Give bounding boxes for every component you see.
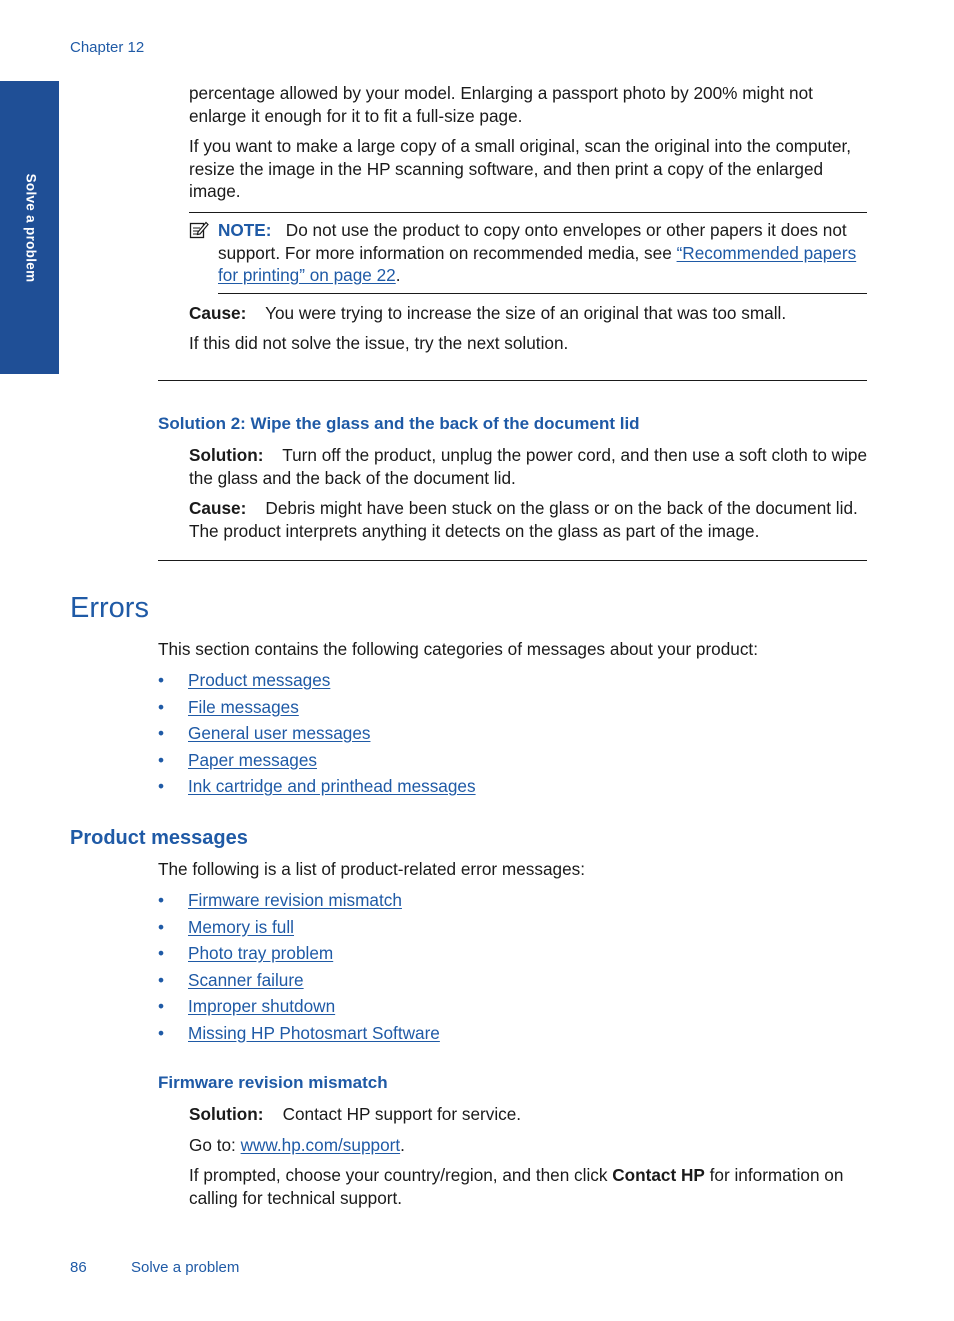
- section-rule-2: [158, 560, 867, 561]
- product-messages-link[interactable]: Product messages: [188, 670, 331, 690]
- list-item: [158, 1022, 440, 1049]
- errors-category-list: [158, 669, 476, 802]
- list-item: [158, 889, 440, 916]
- cause-1-text: You were trying to increase the size of an original that was too small.: [265, 303, 787, 323]
- note-text: [218, 219, 867, 287]
- page-number: 86: [70, 1259, 87, 1276]
- bullet: •: [158, 776, 165, 796]
- errors-intro: This section contains the following categories of messages about your product:: [158, 639, 758, 659]
- memory-full-link[interactable]: Memory is full: [188, 916, 295, 937]
- product-messages-list: [158, 889, 440, 1048]
- ink-cartridge-messages-link[interactable]: Ink cartridge and printhead messages: [188, 776, 476, 796]
- firmware-mismatch-link[interactable]: Firmware revision mismatch: [188, 890, 402, 910]
- goto-end: .: [400, 1135, 405, 1155]
- scanner-failure-link[interactable]: Scanner failure: [188, 969, 304, 990]
- note-end: .: [395, 265, 401, 285]
- prompt-post: for information on calling for technical support.: [189, 1165, 844, 1208]
- cause-1-label: Cause:: [189, 303, 247, 323]
- solution-2-label: Solution:: [189, 445, 264, 465]
- firmware-heading: Firmware revision mismatch: [158, 1073, 388, 1092]
- side-tab: [0, 81, 59, 374]
- bullet: •: [158, 749, 165, 770]
- cause-2-text: Debris might have been stuck on the glass or on the back of the document lid. The product interprets anything it detects on the glass as part of the image.: [189, 498, 858, 541]
- list-item: [158, 669, 476, 696]
- firmware-goto: [189, 1134, 867, 1157]
- footer-section: Solve a problem: [131, 1259, 240, 1276]
- cause-2-label: Cause:: [189, 498, 247, 518]
- bullet: •: [158, 670, 165, 690]
- photo-tray-problem-link[interactable]: Photo tray problem: [188, 943, 334, 963]
- bullet: •: [158, 890, 165, 910]
- goto-label: Go to:: [189, 1135, 241, 1155]
- errors-heading: Errors: [70, 592, 149, 624]
- firmware-solution-label: Solution:: [189, 1104, 264, 1124]
- list-item: [158, 916, 440, 943]
- cause-1: [189, 302, 867, 325]
- note-label: NOTE:: [218, 220, 272, 240]
- hp-support-link[interactable]: www.hp.com/support: [240, 1135, 401, 1155]
- product-messages-intro: The following is a list of product-related error messages:: [158, 859, 586, 879]
- bullet: •: [158, 916, 165, 937]
- cause-2: [189, 497, 867, 542]
- list-item: [158, 749, 476, 776]
- general-user-messages-link[interactable]: General user messages: [188, 723, 371, 743]
- improper-shutdown-link[interactable]: Improper shutdown: [188, 996, 336, 1016]
- solution-2-heading: Solution 2: Wipe the glass and the back of the document lid: [158, 414, 640, 433]
- bullet: •: [158, 1022, 165, 1043]
- solution-2-text: [189, 444, 867, 489]
- note-top-rule: [189, 212, 867, 213]
- section-rule-1: [158, 380, 867, 381]
- firmware-solution: [189, 1103, 867, 1126]
- bullet: •: [158, 723, 165, 743]
- note-body: Do not use the product to copy onto envelopes or other papers it does not support. For more information on recommended media, see: [218, 220, 847, 263]
- note-bottom-rule: [218, 293, 867, 294]
- paragraph-large-copy: If you want to make a large copy of a small original, scan the original into the computer, resize the image in the HP scanning software, and then print a copy of the enlarged image.: [189, 136, 852, 201]
- bullet: •: [158, 969, 165, 990]
- chapter-label: Chapter 12: [70, 39, 145, 56]
- recommended-papers-link[interactable]: “Recommended papers for printing” on page 22: [218, 242, 857, 285]
- list-item: [158, 775, 476, 802]
- next-solution-text: If this did not solve the issue, try the next solution.: [189, 333, 569, 353]
- list-item: [158, 995, 440, 1022]
- file-messages-link[interactable]: File messages: [188, 696, 299, 717]
- solution-2-body: Turn off the product, unplug the power cord, and then use a soft cloth to wipe the glass and the back of the document lid.: [189, 445, 868, 488]
- side-tab-label: Solve a problem: [22, 173, 38, 282]
- paper-messages-link[interactable]: Paper messages: [188, 749, 317, 770]
- bullet: •: [158, 943, 165, 963]
- product-messages-heading: Product messages: [70, 827, 248, 849]
- list-item: [158, 696, 476, 723]
- prompt-pre: If prompted, choose your country/region, and then click: [189, 1165, 613, 1185]
- firmware-solution-text: Contact HP support for service.: [282, 1104, 522, 1124]
- missing-software-link[interactable]: Missing HP Photosmart Software: [188, 1022, 440, 1043]
- list-item: [158, 942, 440, 969]
- contact-hp-label: Contact HP: [612, 1165, 705, 1185]
- list-item: [158, 722, 476, 749]
- bullet: •: [158, 996, 165, 1016]
- note-pencil-icon: [189, 220, 209, 240]
- firmware-prompt: [189, 1164, 867, 1209]
- bullet: •: [158, 696, 165, 717]
- list-item: [158, 969, 440, 996]
- paragraph-enlarge-limit: percentage allowed by your model. Enlarging a passport photo by 200% might not enlarge it enough for it to fit a full-size page.: [189, 83, 813, 126]
